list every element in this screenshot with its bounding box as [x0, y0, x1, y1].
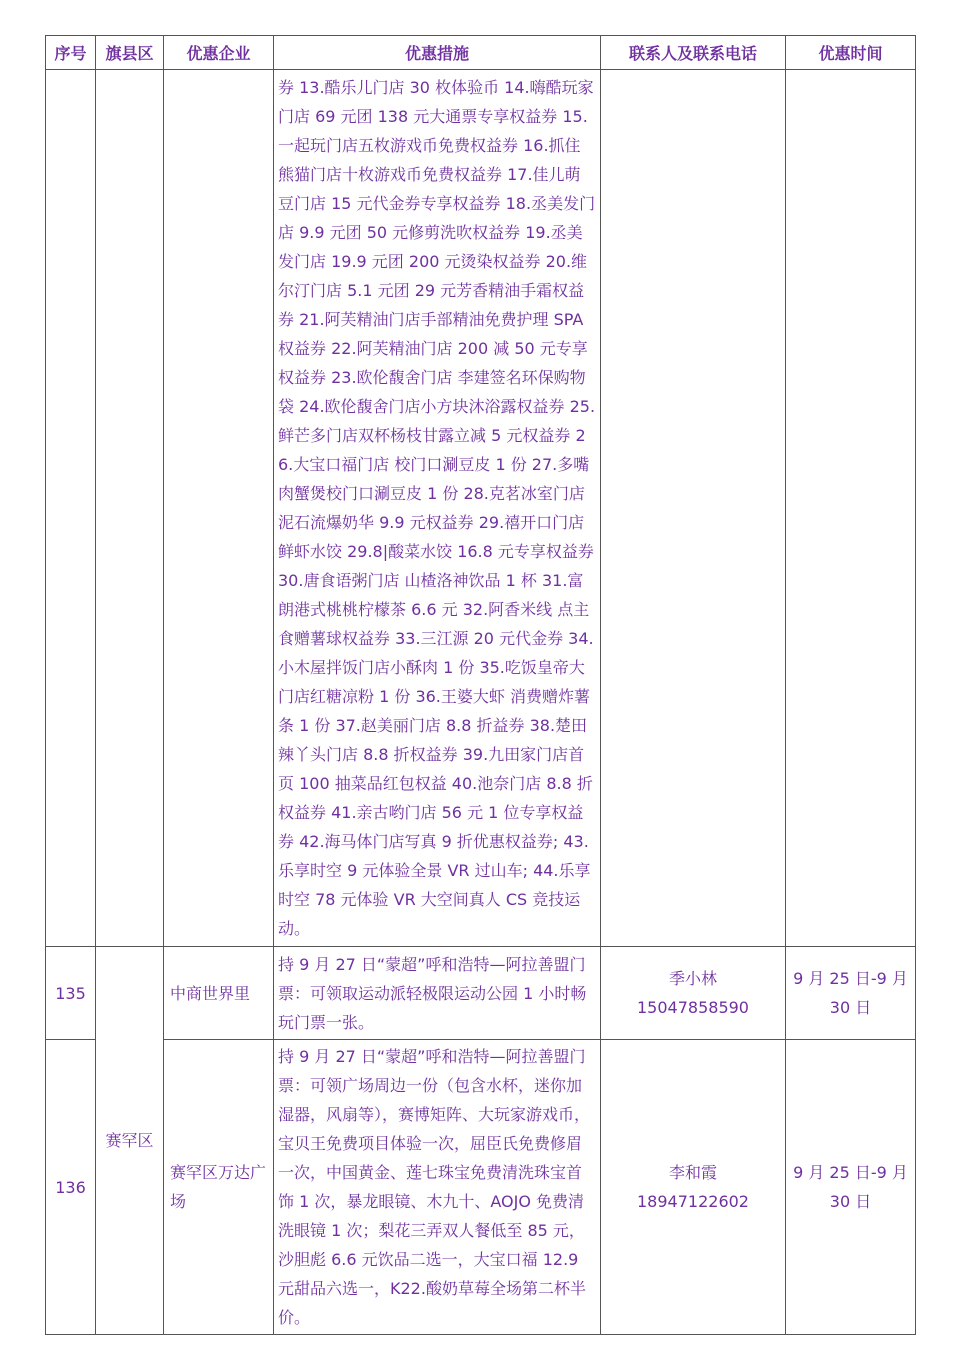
county-cell: 赛罕区: [96, 947, 164, 1335]
measures-cell: 持 9 月 27 日“蒙超”呼和浩特—阿拉善盟门票：可领广场周边一份（包含水杯，迷你加湿器，风扇等），赛博矩阵、大玩家游戏币，宝贝王免费项目体验一次，屈臣氏免费修眉一次，中国黄金、莲七珠宝免费清洗珠宝首饰 1 次，暴龙眼镜、木九十、AOJO 免费清洗眼镜 1 次；梨花三弄双人餐低至 85 元，沙胆彪 6.6 元饮品二选一，大宝口福 12.9 元甜品六选一，K22.酸奶草莓全场第二杯半价。: [274, 1040, 601, 1335]
contact-cell: [601, 947, 786, 1040]
company-cell: 中商世界里: [164, 947, 274, 1040]
contact-name: 季小林: [668, 969, 717, 988]
header-period: 优惠时间: [786, 36, 916, 70]
table-row: [46, 947, 916, 1040]
measures-cell: 持 9 月 27 日“蒙超”呼和浩特—阿拉善盟门票：可领取运动派轻极限运动公园 1 小时畅玩门票一张。: [274, 947, 601, 1040]
contact-cell: [601, 70, 786, 947]
header-measures: 优惠措施: [274, 36, 601, 70]
header-contact: 联系人及联系电话: [601, 36, 786, 70]
header-county: 旗县区: [96, 36, 164, 70]
table-row: [46, 70, 916, 947]
measures-cell: 券 13.酷乐儿门店 30 枚体验币 14.嗨酷玩家门店 69 元团 138 元大通票专享权益券 15.一起玩门店五枚游戏币免费权益券 16.抓住熊猫门店十枚游戏币免费权益券 17.佳儿萌豆门店 15 元代金券专享权益券 18.丞美发门店 9.9 元团 50 元修剪洗吹权益券 19.丞美发门店 19.9 元团 200 元烫染权益券 20.维尔汀门店 5.1 元团 29 元芳香精油手霜权益券 21.阿芙精油门店手部精油免费护理 SPA 权益券 22.阿芙精油门店 200 减 50 元专享权益券 23.欧伦馥舍门店 李建签名环保购物袋 24.欧伦馥舍门店小方块沐浴露权益券 25.鲜芒多门店双杯杨枝甘露立减 5 元权益券 26.大宝口福门店 校门口涮豆皮 1 份 27.多嘴肉蟹煲校门口涮豆皮 1 份 28.克茗冰室门店泥石流爆奶华 9.9 元权益券 29.禧开口门店鲜虾水饺 29.8|酸菜水饺 16.8 元专享权益券 30.唐食语粥门店 山楂洛神饮品 1 杯 31.富朗港式桃桃柠檬茶 6.6 元 32.阿香米线 点主食赠薯球权益券 33.三江源 20 元代金券 34.小木屋拌饭门店小酥肉 1 份 35.吃饭皇帝大门店红糖凉粉 1 份 36.王婆大虾 消费赠炸薯条 1 份 37.赵美丽门店 8.8 折益券 38.楚田辣丫头门店 8.8 折权益券 39.九田家门店首页 100 抽菜品红包权益 40.池奈门店 8.8 折权益券 41.亲古哟门店 56 元 1 位专享权益券 42.海马体门店写真 9 折优惠权益券; 43.乐享时空 9 元体验全景 VR 过山车; 44.乐享时空 78 元体验 VR 大空间真人 CS 竞技运动。: [274, 70, 601, 947]
table-row: [46, 1040, 916, 1335]
contact-phone: 15047858590: [637, 998, 749, 1017]
header-seq: 序号: [46, 36, 96, 70]
contact-name: 李和霞: [668, 1163, 717, 1182]
period-cell: [786, 70, 916, 947]
discount-table: [45, 35, 916, 1335]
company-cell: 赛罕区万达广场: [164, 1040, 274, 1335]
county-cell-empty: [96, 70, 164, 947]
seq-cell: 136: [46, 1040, 96, 1335]
period-cell: 9 月 25 日-9 月 30 日: [786, 1040, 916, 1335]
contact-cell: [601, 1040, 786, 1335]
header-company: 优惠企业: [164, 36, 274, 70]
period-cell: 9 月 25 日-9 月 30 日: [786, 947, 916, 1040]
company-cell: [164, 70, 274, 947]
table-header-row: [46, 36, 916, 70]
seq-cell: [46, 70, 96, 947]
contact-phone: 18947122602: [637, 1192, 749, 1211]
seq-cell: 135: [46, 947, 96, 1040]
